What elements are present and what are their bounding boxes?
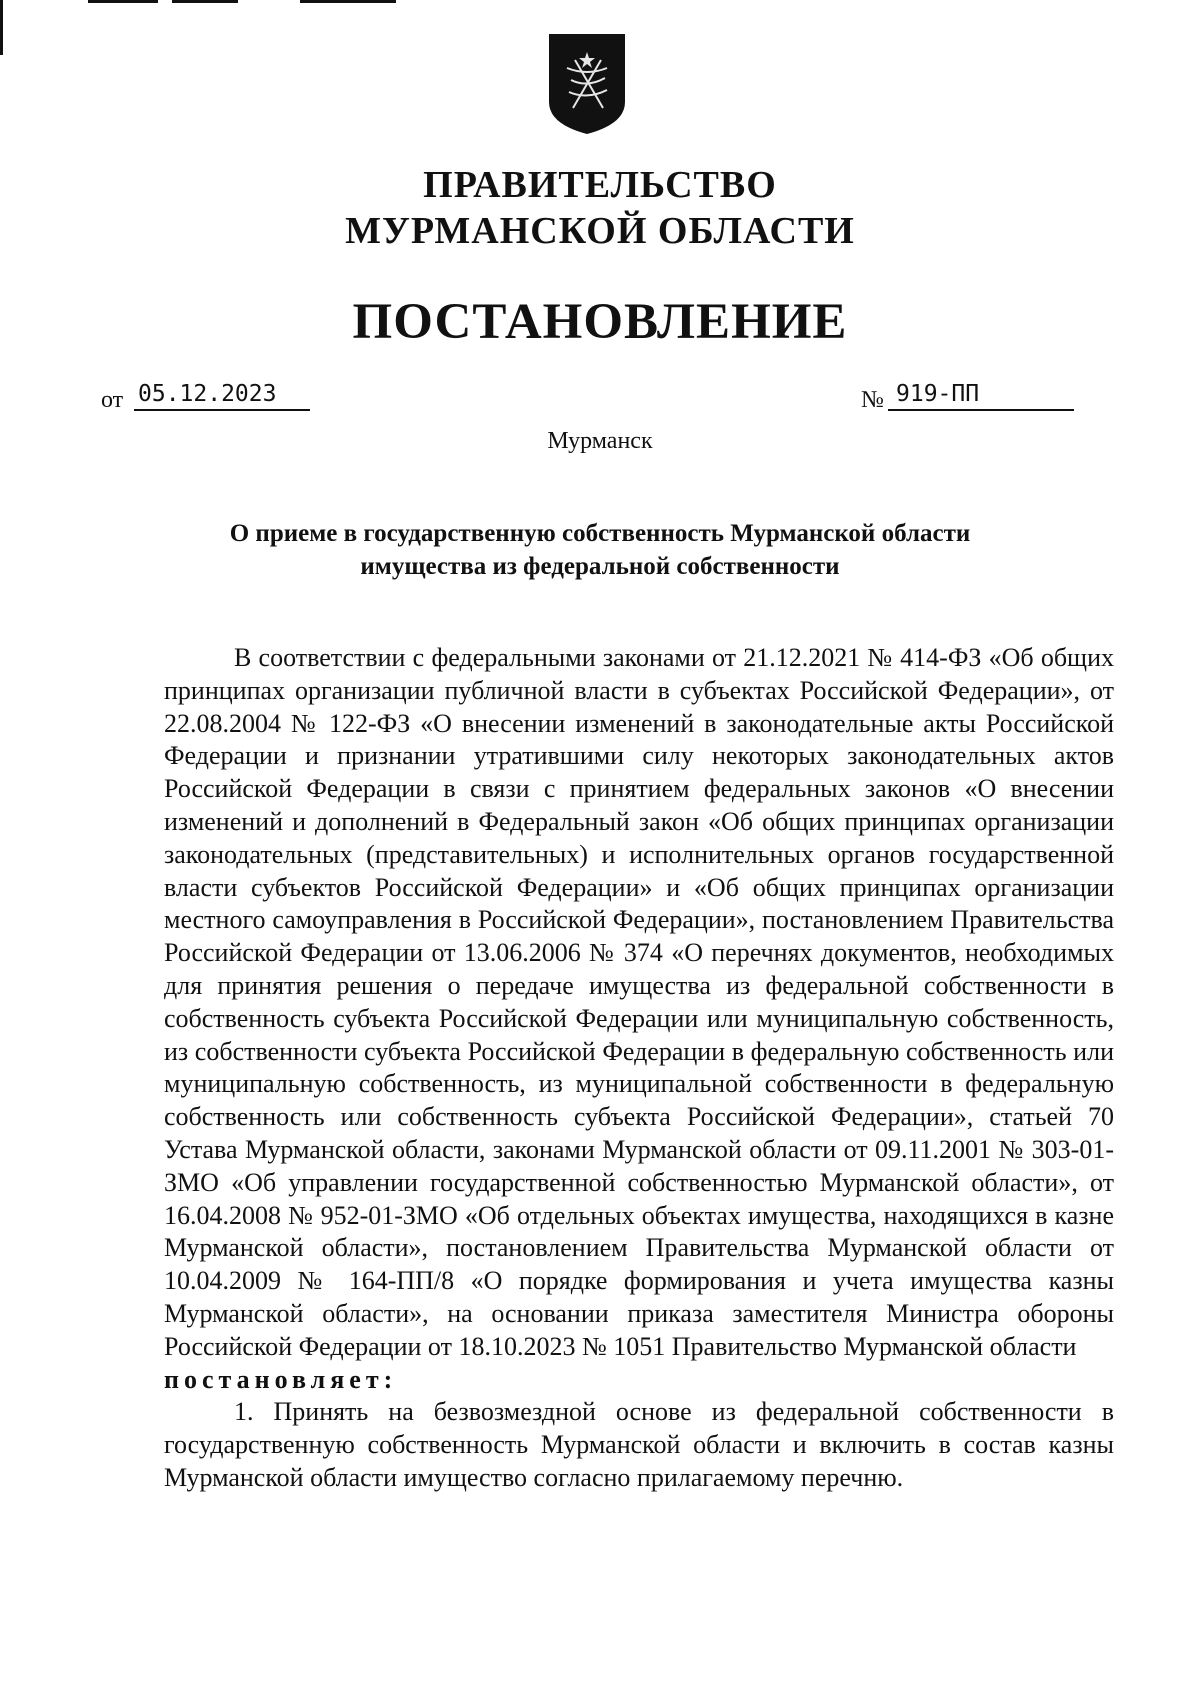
scan-artifact-line — [172, 0, 238, 3]
government-title-line1: ПРАВИТЕЛЬСТВО — [423, 164, 777, 206]
subject-line2: имущества из федеральной собственности — [360, 553, 840, 580]
preamble-paragraph: В соответствии с федеральными законами от 21.12.2021 № 414-ФЗ «Об общих принципах организации публичной власти в субъектах Российской Федерации», от 22.08.2004 № 122-ФЗ «О внесении изменений в законодательные акты Российской Федерации и признании утратившими силу некоторых законодательных актов Российской Федерации в связи с принятием федеральных законов «О внесении изменений и дополнений в Федеральный закон «Об общих принципах организации законодательных (представительных) и исполнительных органов государственной власти субъектов Российской Федерации» и «Об общих принципах организации местного самоуправления в Российской Федерации», постановлением Правительства Российской Федерации от 13.06.2006 № 374 «О перечнях документов, необходимых для принятия решения о передаче имущества из федеральной собственности в собственность субъекта Российской Федерации или муниципальную собственность, из собственности субъекта Российской Федерации в федеральную собственность или муниципальную собственность, из муниципальной собственности в федеральную собственность или собственность субъекта Российской Федерации», статьей 70 Устава Мурманской области, законами Мурманской области от 09.11.2001 № 303-01-ЗМО «Об управлении государственной собственностью Мурманской области», от 16.04.2008 № 952-01-ЗМО «Об отдельных объектах имущества, находящихся в казне Мурманской области», постановлением Правительства Мурманской области от 10.04.2009 № 164-ПП/8 «О порядке формирования и учета имущества казны Мурманской области», на основании приказа заместителя Министра обороны Российской Федерации от 18.10.2023 № 1051 Правительство Мурманской области — [164, 643, 1114, 1361]
document-subject — [0, 517, 1200, 583]
subject-line1: О приеме в государственную собственность Мурманской области — [229, 520, 971, 547]
city-name: Мурманск — [547, 428, 653, 454]
date-prefix: от — [101, 387, 124, 413]
document-body — [164, 642, 1114, 1495]
coat-of-arms-icon — [547, 32, 627, 136]
scan-artifact-edge — [0, 0, 3, 55]
resolves-keyword: постановляет: — [164, 1364, 398, 1394]
document-type-title: ПОСТАНОВЛЕНИЕ — [352, 294, 848, 350]
document-number: 919-ПП — [888, 381, 1074, 411]
item-1-paragraph: 1. Принять на безвозмездной основе из федеральной собственности в государственную собственность Мурманской области и включить в состав казны Мурманской области имущество согласно прилагаемому перечню. — [164, 1397, 1114, 1492]
number-prefix: № — [861, 387, 884, 413]
document-date: 05.12.2023 — [134, 381, 310, 411]
government-title-line2: МУРМАНСКОЙ ОБЛАСТИ — [345, 210, 855, 252]
scan-artifact-line — [300, 0, 396, 3]
scan-artifact-line — [88, 0, 158, 3]
